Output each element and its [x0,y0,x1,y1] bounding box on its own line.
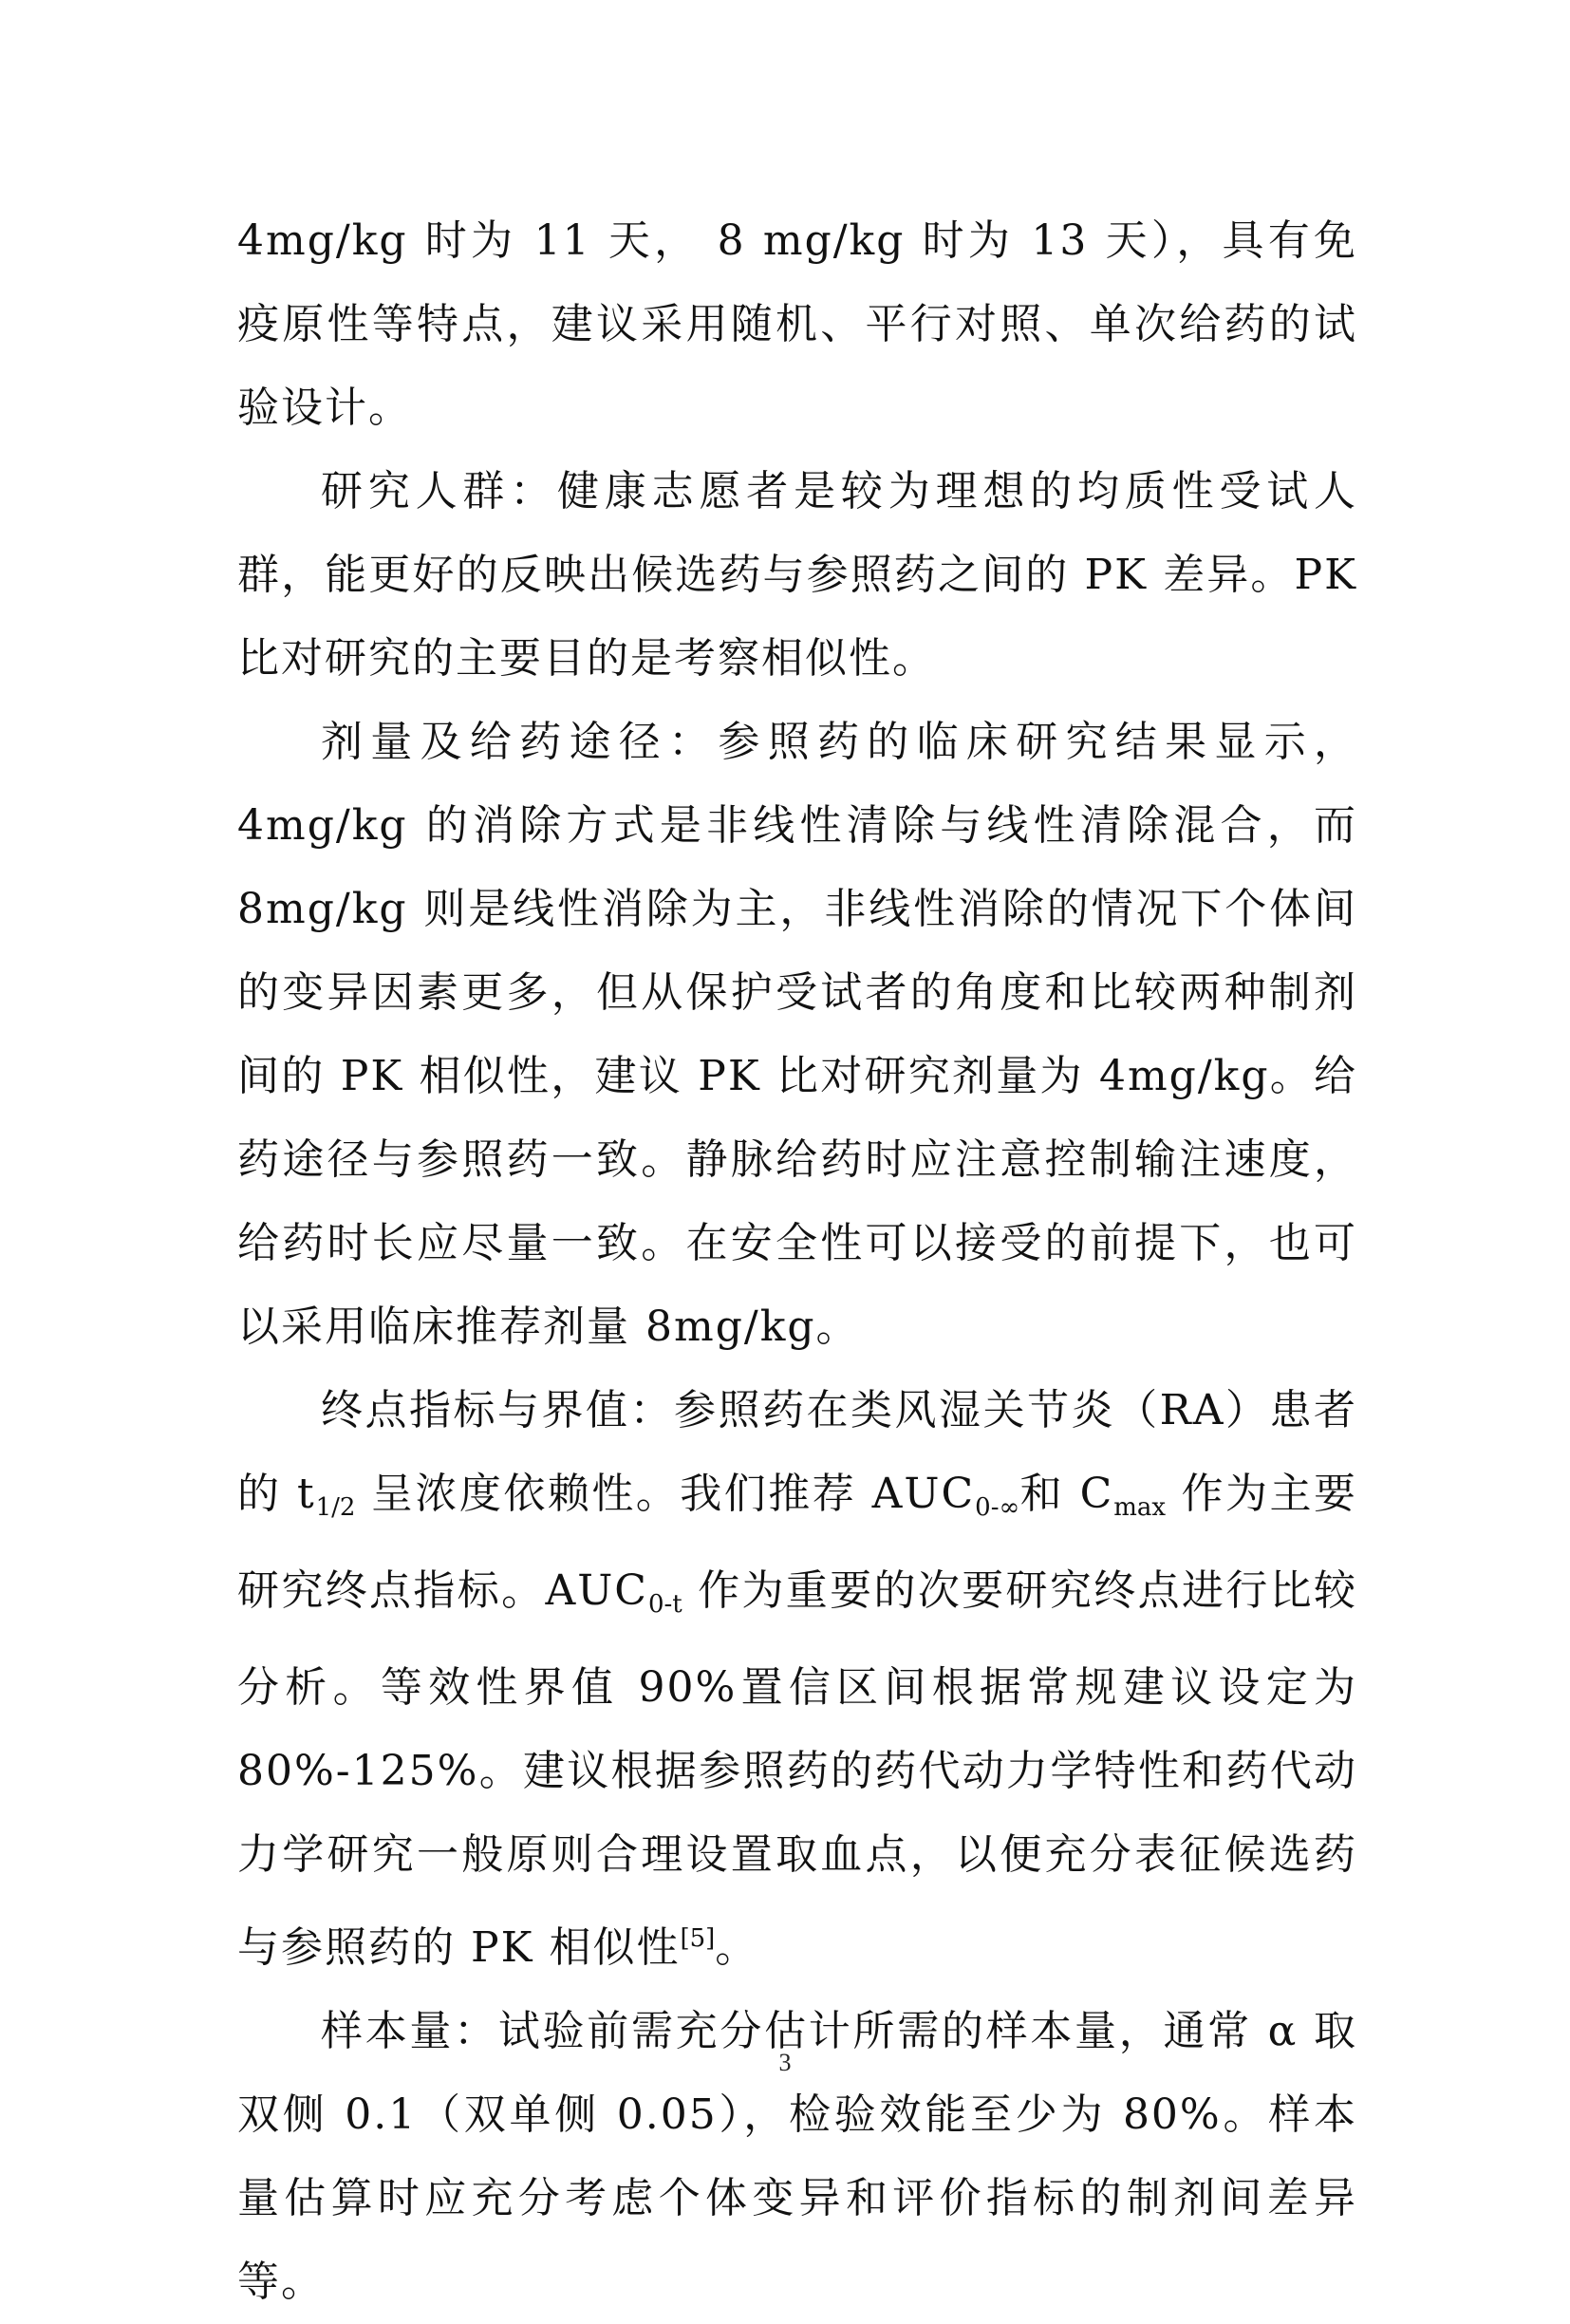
endpoints-text-a: 终点指标与界值：参照药在类风湿关节炎（RA）患者的 t [237,1386,1357,1518]
endpoints-text-e: 作为重要的次要研究终点进行比较分析。等效性界值 90%置信区间根据常规建议设定为 80%-125%。建议根据参照药的药代动力学特性和药代动力学研究一般原则合理设置取血点，以便充分表征候选药与参照药的 PK 相似性 [237,1566,1357,1972]
document-body [237,199,1357,2324]
paragraph-dose-route: 剂量及给药途径：参照药的临床研究结果显示，4mg/kg 的消除方式是非线性清除与线性清除混合，而 8mg/kg 则是线性消除为主，非线性消除的情况下个体间的变异因素更多，但从保护受试者的角度和比较两种制剂间的 PK 相似性，建议 PK 比对研究剂量为 4mg/kg。给药途径与参照药一致。静脉给药时应注意控制输注速度，给药时长应尽量一致。在安全性可以接受的前提下，也可以采用临床推荐剂量 8mg/kg。 [237,718,1357,1351]
endpoints-text-c: 和 C [1019,1470,1114,1518]
reference-citation[interactable]: [5] [680,1924,716,1953]
auc-inf-subscript: 0-∞ [975,1493,1020,1522]
paragraph-study-population: 研究人群：健康志愿者是较为理想的均质性受试人群，能更好的反映出候选药与参照药之间的 PK 差异。PK 比对研究的主要目的是考察相似性。 [237,467,1357,683]
endpoints-text-f: 。 [715,1923,759,1972]
page-number: 3 [778,2049,792,2076]
auc-t-subscript: 0-t [647,1590,682,1619]
paragraph-endpoints [237,1369,1357,1990]
endpoints-text-b: 呈浓度依赖性。我们推荐 AUC [355,1470,976,1518]
half-life-subscript: 1/2 [315,1493,356,1522]
paragraph-continuation: 4mg/kg 时为 11 天， 8 mg/kg 时为 13 天），具有免疫原性等特点，建议采用随机、平行对照、单次给药的试验设计。 [237,216,1357,432]
cmax-subscript: max [1113,1493,1167,1522]
endpoints-text-d: 作为主要研究终点指标。AUC [237,1470,1357,1615]
paragraph-sample-size: 样本量：试验前需充分估计所需的样本量，通常 α 取双侧 0.1（双单侧 0.05），检验效能至少为 80%。样本量估算时应充分考虑个体变异和评价指标的制剂间差异等。 [237,2007,1357,2306]
